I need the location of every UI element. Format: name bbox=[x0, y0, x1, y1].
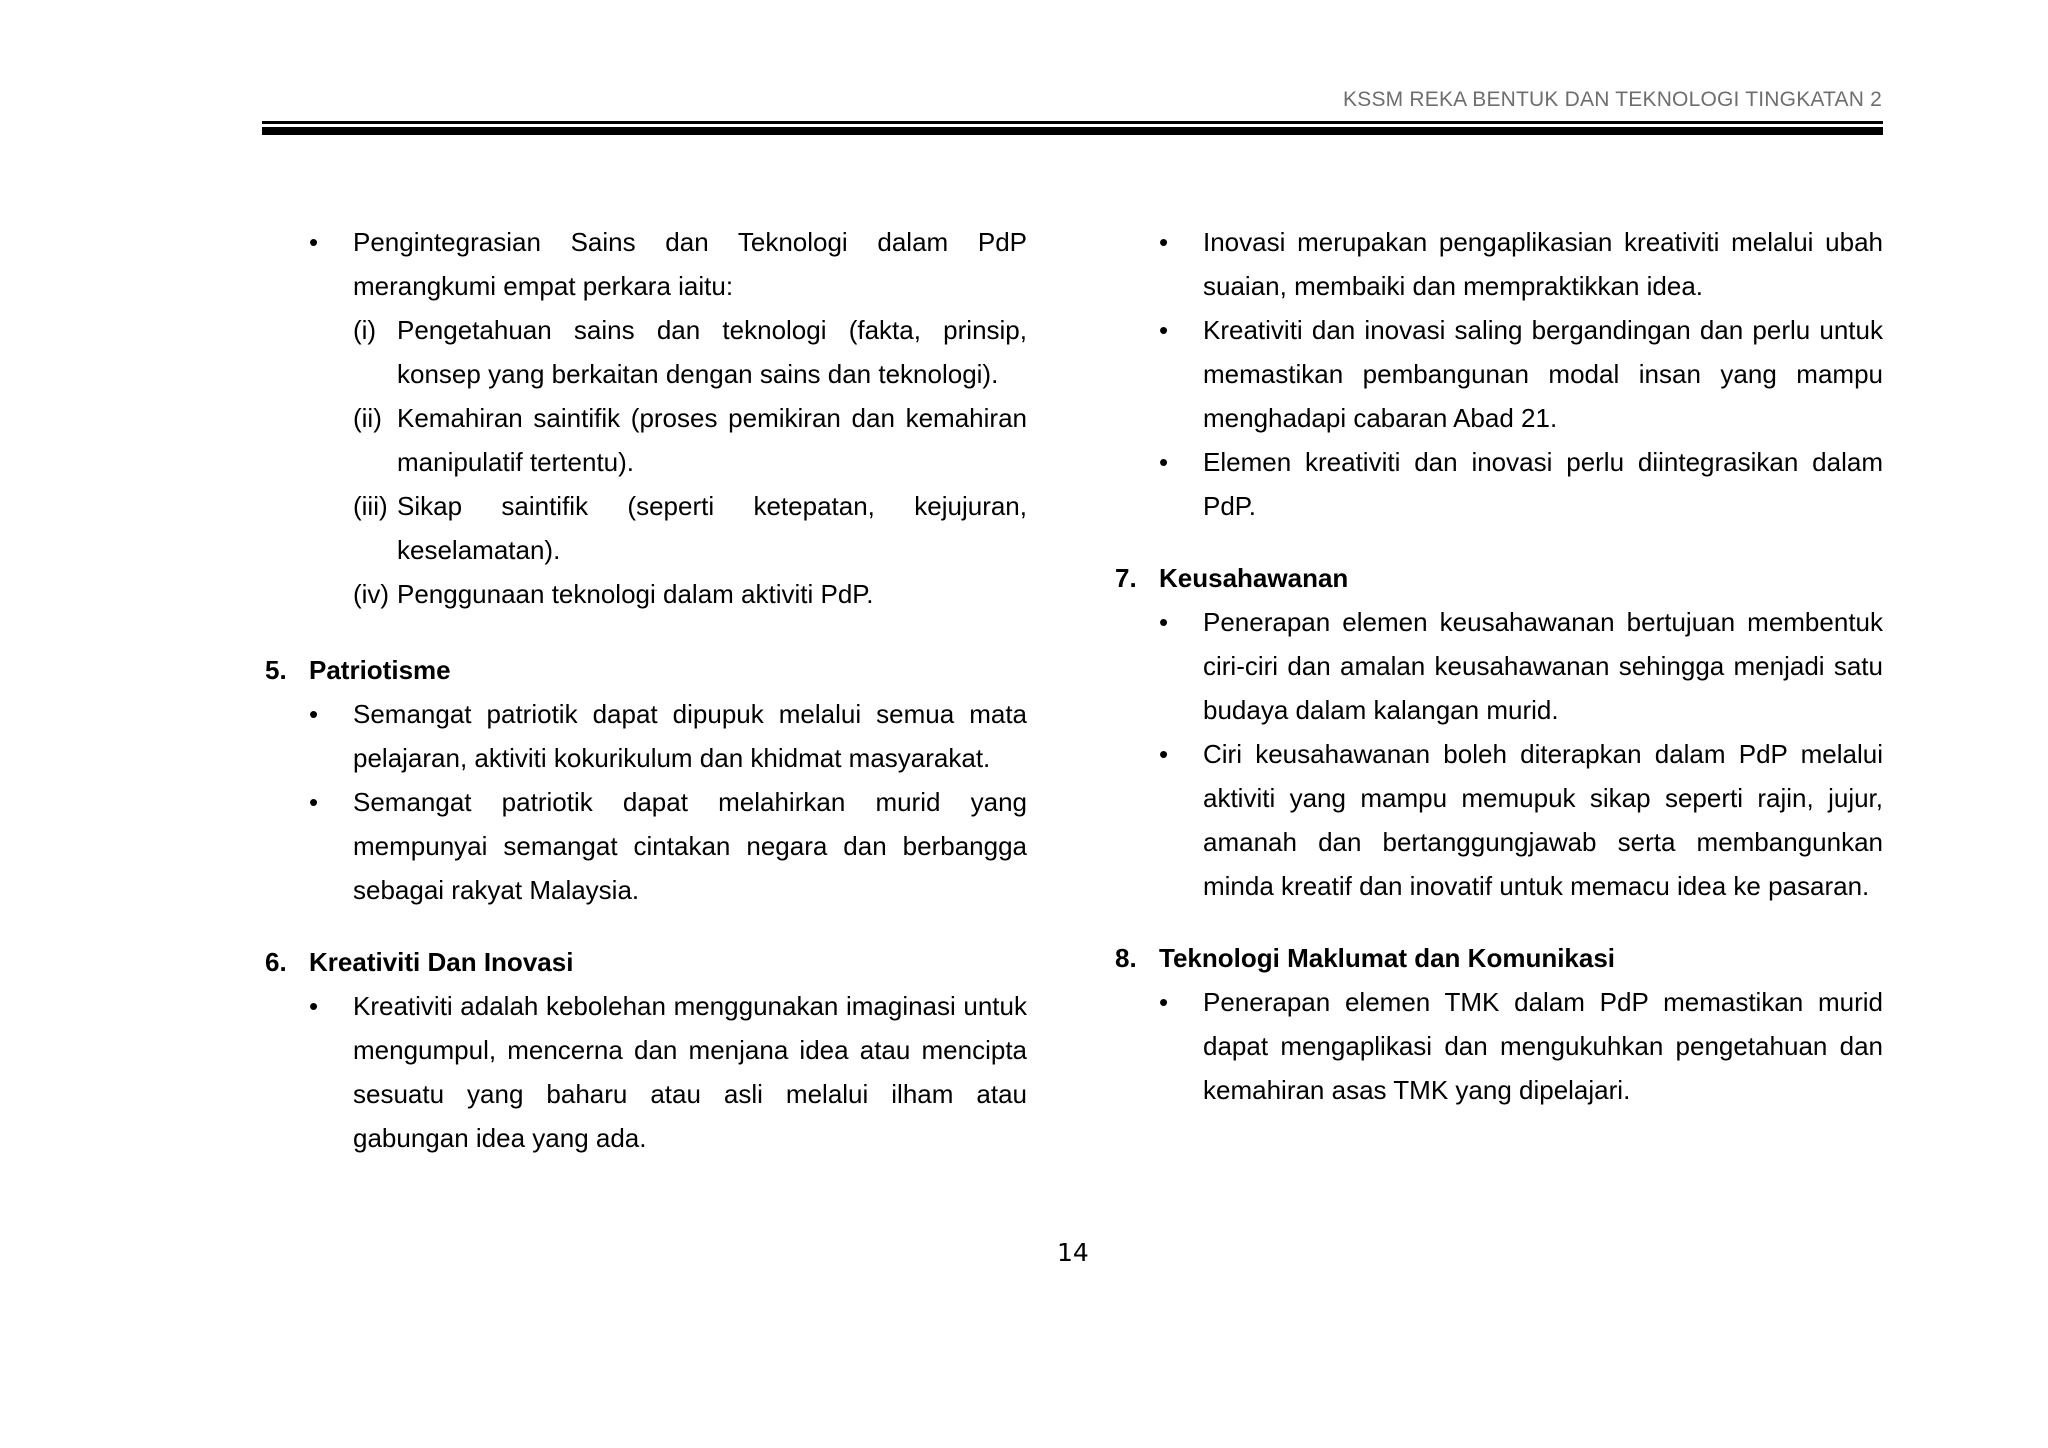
bullet-text: Inovasi merupakan pengaplikasian kreativiti melalui ubah suaian, membaiki dan mempraktikkan idea. bbox=[1203, 227, 1883, 301]
section-title: Teknologi Maklumat dan Komunikasi bbox=[1159, 943, 1616, 973]
section-heading-keusahawanan bbox=[1115, 556, 1883, 600]
page-number: 14 bbox=[1057, 1238, 1089, 1267]
bullet-item bbox=[1115, 600, 1883, 732]
section-number: 5. bbox=[265, 655, 287, 685]
section-title: Kreativiti Dan Inovasi bbox=[309, 947, 574, 977]
bullet-text: Kreativiti adalah kebolehan menggunakan imaginasi untuk mengumpul, mencerna dan menjana idea atau mencipta sesuatu yang baharu atau asli melalui ilham atau gabungan idea yang ada. bbox=[353, 991, 1027, 1153]
bullet-dot: • bbox=[1159, 739, 1169, 769]
bullet-dot: • bbox=[1159, 227, 1169, 257]
bullet-item bbox=[1115, 440, 1883, 528]
section-number: 7. bbox=[1115, 563, 1137, 593]
header-rule-thick bbox=[262, 127, 1883, 135]
sub-item-number: (i) bbox=[353, 315, 377, 345]
bullet-item bbox=[1115, 980, 1883, 1112]
header-rule-thin bbox=[262, 121, 1883, 124]
sub-item-number: (iv) bbox=[353, 579, 390, 609]
bullet-text: Penerapan elemen keusahawanan bertujuan membentuk ciri-ciri dan amalan keusahawanan sehingga menjadi satu budaya dalam kalangan murid. bbox=[1203, 607, 1883, 725]
bullet-dot: • bbox=[1159, 607, 1169, 637]
bullet-item bbox=[1115, 308, 1883, 440]
bullet-item bbox=[265, 692, 1027, 780]
sub-item-text: Sikap saintifik (seperti ketepatan, kejujuran, keselamatan). bbox=[397, 491, 1027, 565]
bullet-item bbox=[1115, 220, 1883, 308]
bullet-item bbox=[265, 780, 1027, 912]
bullet-text: Semangat patriotik dapat dipupuk melalui semua mata pelajaran, aktiviti kokurikulum dan khidmat masyarakat. bbox=[353, 699, 1027, 773]
bullet-item bbox=[265, 220, 1027, 308]
bullet-item bbox=[265, 984, 1027, 1160]
bullet-dot: • bbox=[1159, 447, 1169, 477]
bullet-dot: • bbox=[309, 991, 319, 1021]
bullet-dot: • bbox=[1159, 315, 1169, 345]
sub-item bbox=[265, 396, 1027, 484]
bullet-dot: • bbox=[309, 787, 319, 817]
section-number: 6. bbox=[265, 947, 287, 977]
bullet-item bbox=[1115, 732, 1883, 908]
sub-item-number: (ii) bbox=[353, 403, 382, 433]
bullet-text: Ciri keusahawanan boleh diterapkan dalam PdP melalui aktiviti yang mampu memupuk sikap seperti rajin, jujur, amanah dan bertanggungjawab serta membangunkan minda kreatif dan inovatif untuk memacu idea ke pasaran. bbox=[1203, 739, 1883, 901]
bullet-text: Semangat patriotik dapat melahirkan murid yang mempunyai semangat cintakan negara dan berbangga sebagai rakyat Malaysia. bbox=[353, 787, 1027, 905]
section-heading-tmk bbox=[1115, 936, 1883, 980]
sub-item bbox=[265, 572, 1027, 616]
sub-item-text: Penggunaan teknologi dalam aktiviti PdP. bbox=[397, 579, 874, 609]
bullet-dot: • bbox=[309, 699, 319, 729]
bullet-dot: • bbox=[309, 227, 319, 257]
sub-item-text: Pengetahuan sains dan teknologi (fakta, prinsip, konsep yang berkaitan dengan sains dan teknologi). bbox=[397, 315, 1027, 389]
bullet-text: Penerapan elemen TMK dalam PdP memastikan murid dapat mengaplikasi dan mengukuhkan pengetahuan dan kemahiran asas TMK yang dipelajari. bbox=[1203, 987, 1883, 1105]
bullet-text: Pengintegrasian Sains dan Teknologi dalam PdP merangkumi empat perkara iaitu: bbox=[353, 227, 1027, 301]
left-column bbox=[265, 220, 1027, 1160]
bullet-dot: • bbox=[1159, 987, 1169, 1017]
sub-item-number: (iii) bbox=[353, 491, 388, 521]
section-number: 8. bbox=[1115, 943, 1137, 973]
section-heading-patriotisme bbox=[265, 648, 1027, 692]
section-title: Keusahawanan bbox=[1159, 563, 1349, 593]
section-title: Patriotisme bbox=[309, 655, 451, 685]
running-header: KSSM REKA BENTUK DAN TEKNOLOGI TINGKATAN 2 bbox=[1343, 88, 1882, 111]
bullet-text: Kreativiti dan inovasi saling bergandingan dan perlu untuk memastikan pembangunan modal insan yang mampu menghadapi cabaran Abad 21. bbox=[1203, 315, 1883, 433]
bullet-text: Elemen kreativiti dan inovasi perlu diintegrasikan dalam PdP. bbox=[1203, 447, 1883, 521]
section-heading-kreativiti bbox=[265, 940, 1027, 984]
sub-item bbox=[265, 484, 1027, 572]
sub-item-text: Kemahiran saintifik (proses pemikiran dan kemahiran manipulatif tertentu). bbox=[397, 403, 1027, 477]
right-column bbox=[1115, 220, 1883, 1112]
sub-item bbox=[265, 308, 1027, 396]
